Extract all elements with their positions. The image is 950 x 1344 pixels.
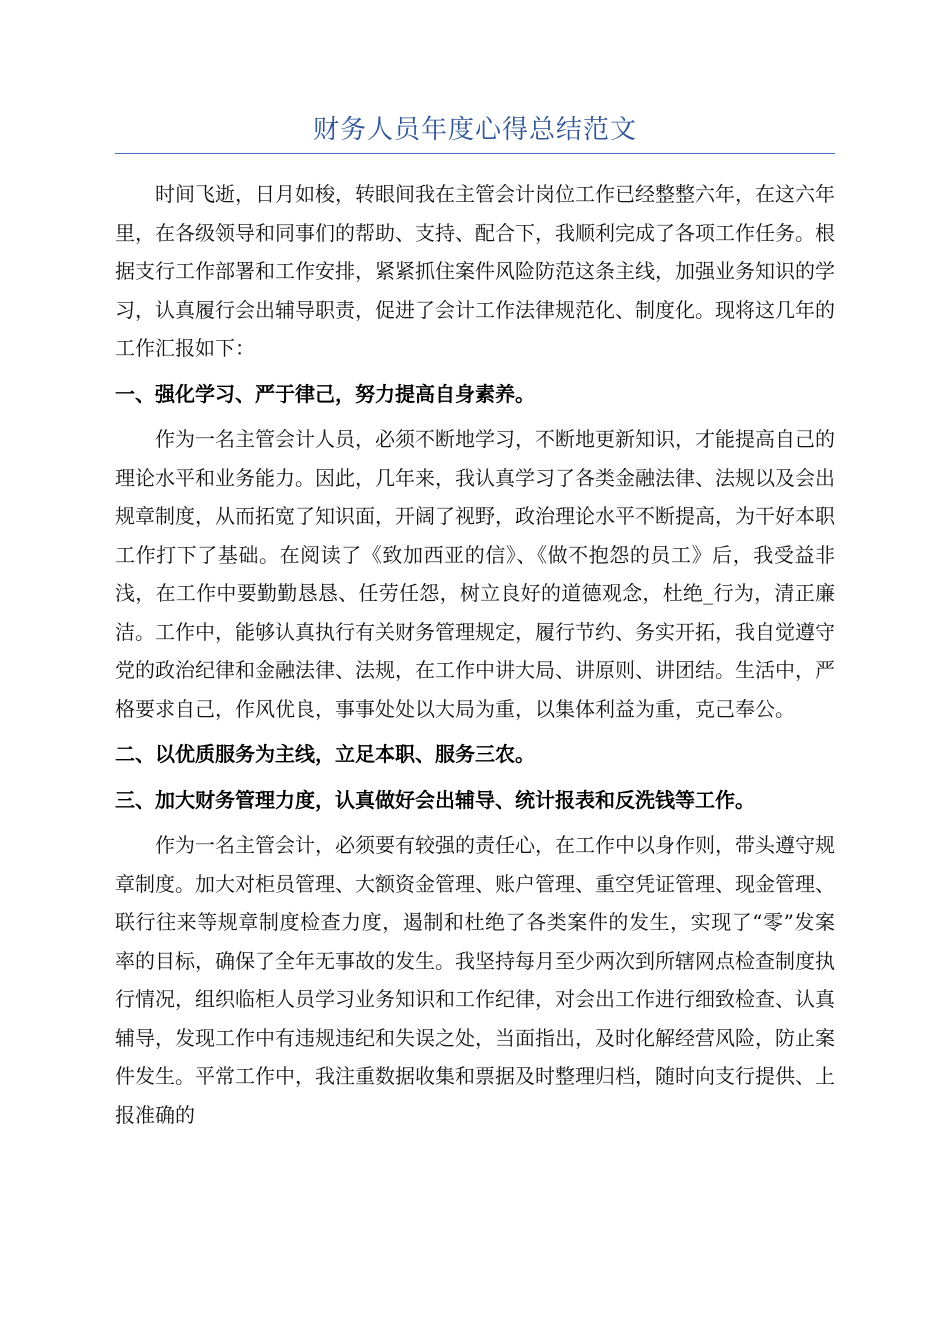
document-body xyxy=(115,175,835,1141)
title-underline xyxy=(115,153,835,154)
section-paragraph-1: 作为一名主管会计人员，必须不断地学习，不断地更新知识，才能提高自己的理论水平和业务能力。因此，几年来，我认真学习了各类金融法律、法规以及会出规章制度，从而拓宽了知识面，开阔了视野，政治理论水平不断提高，为干好本职工作打下了基础。在阅读了《致加西亚的信》、《做不抱怨的员工》后，我受益非浅，在工作中要勤勤恳恳、任劳任怨，树立良好的道德观念，杜绝_行为，清正廉洁。工作中，能够认真执行有关财务管理规定，履行节约、务实开拓，我自觉遵守党的政治纪律和金融法律、法规，在工作中讲大局、讲原则、讲团结。生活中，严格要求自己，作风优良，事事处处以大局为重，以集体利益为重，克己奉公。 xyxy=(115,427,835,721)
section-heading-2: 二、以优质服务为主线，立足本职、服务三农。 xyxy=(115,742,535,766)
document-title: 财务人员年度心得总结范文 xyxy=(312,115,637,145)
section-paragraph-3: 作为一名主管会计，必须要有较强的责任心，在工作中以身作则，带头遵守规章制度。加大对柜员管理、大额资金管理、账户管理、重空凭证管理、现金管理、联行往来等规章制度检查力度，遏制和杜绝了各类案件的发生，实现了“零”发案率的目标，确保了全年无事故的发生。我坚持每月至少两次到所辖网点检查制度执行情况，组织临柜人员学习业务知识和工作纪律，对会出工作进行细致检查、认真辅导，发现工作中有违规违纪和失误之处，当面指出，及时化解经营风险，防止案件发生。平常工作中，我注重数据收集和票据及时整理归档，随时向支行提供、上报准确的 xyxy=(115,833,835,1127)
section-heading-3: 三、加大财务管理力度，认真做好会出辅导、统计报表和反洗钱等工作。 xyxy=(115,787,755,812)
intro-paragraph: 时间飞逝，日月如梭，转眼间我在主管会计岗位工作已经整整六年，在这六年里，在各级领导和同事们的帮助、支持、配合下，我顺利完成了各项工作任务。根据支行工作部署和工作安排，紧紧抓住案件风险防范这条主线，加强业务知识的学习，认真履行会出辅导职责，促进了会计工作法律规范化、制度化。现将这几年的工作汇报如下： xyxy=(115,182,835,360)
section-heading-1: 一、强化学习、严于律己，努力提高自身素养。 xyxy=(115,381,535,406)
